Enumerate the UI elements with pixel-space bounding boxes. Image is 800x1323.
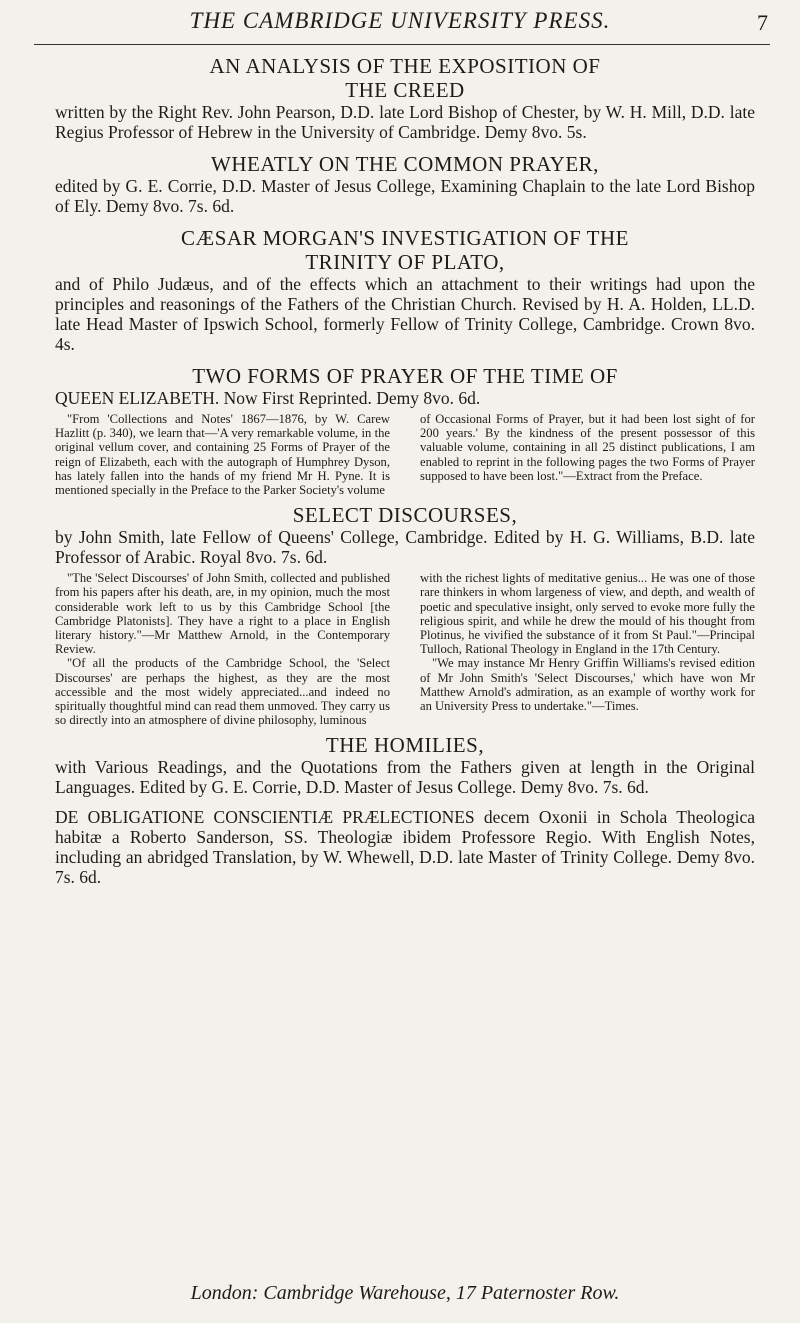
review-quote: of Occasional Forms of Prayer, but it had been lost sight of for 200 years.' By the kindness of the present possessor of this valuable volume, containing in all 25 distinct publications, I am enabled to reprint in the following pages the two Forms of Prayer supposed to have been lost."—Extract from the Preface. <box>420 412 755 483</box>
entry-heading: TRINITY OF PLATO, <box>305 250 505 274</box>
entry-caesar-morgan <box>55 226 755 354</box>
entry-heading: TWO FORMS OF PRAYER OF THE TIME OF <box>192 364 618 388</box>
entry-select-discourses <box>55 503 755 727</box>
page-number: 7 <box>757 10 768 35</box>
entry-exposition <box>55 54 755 142</box>
running-head <box>0 8 800 44</box>
entry-two-forms <box>55 364 755 497</box>
review-quote: "The 'Select Discourses' of John Smith, collected and published from his papers after his death, are, in my opinion, much the most considerable work left to us by this Cambridge School [the Cambridge Platonists]. They have a right to a place in English literary history."—Mr Matthew Arnold, in the Contemporary Review. <box>55 571 390 657</box>
entry-de-obligatione <box>55 807 755 887</box>
entry-description: written by the Right Rev. John Pearson, D.D. late Lord Bishop of Chester, by W. H. Mill, D.D. late Regius Professor of Hebrew in the University of Cambridge. Demy 8vo. 5s. <box>55 102 755 142</box>
review-quote: "Of all the products of the Cambridge School, the 'Select Discourses' are perhaps the highest, as they are the most accessible and the most widely appreciated...and indeed no spiritually thoughtful mind can read them unmoved. They carry us so directly into an atmosphere of divine philosophy, luminous <box>55 656 390 728</box>
review-quote: "We may instance Mr Henry Griffin Williams's revised edition of Mr John Smith's 'Select Discourses,' which have won Mr Matthew Arnold's admiration, as an example of worthy work for an University Press to undertake."—Times. <box>420 656 755 714</box>
entry-homilies <box>55 733 755 797</box>
publisher-imprint: London: Cambridge Warehouse, 17 Paternoster Row. <box>190 1282 620 1304</box>
entry-wheatly <box>55 152 755 216</box>
review-quote: "From 'Collections and Notes' 1867—1876, by W. Carew Hazlitt (p. 340), we learn that—'A very remarkable volume, in the original vellum cover, and containing 25 Forms of Prayer of the reign of Elizabeth, each with the autograph of Humphrey Dyson, has lately fallen into the hands of my friend Mr H. Pyne. It is mentioned specially in the Preface to the Parker Society's volume <box>55 412 390 498</box>
entry-description: by John Smith, late Fellow of Queens' College, Cambridge. Edited by H. G. Williams, B.D. late Professor of Arabic. Royal 8vo. 7s. 6d. <box>55 527 755 568</box>
review-column-right <box>420 571 755 727</box>
running-title: THE CAMBRIDGE UNIVERSITY PRESS. <box>189 8 611 33</box>
entry-description: and of Philo Judæus, and of the effects which an attachment to their writings had upon the principles and reasonings of the Fathers of the Christian Church. Revised by H. A. Holden, LL.D. late Head Master of Ipswich School, formerly Fellow of Trinity College, Cambridge. Crown 8vo. 4s. <box>55 274 755 354</box>
entry-heading: SELECT DISCOURSES, <box>292 503 518 528</box>
entry-description: with Various Readings, and the Quotations from the Fathers given at length in the Original Languages. Edited by G. E. Corrie, D.D. Master of Jesus College. Demy 8vo. 7s. 6d. <box>55 757 755 798</box>
header-rule <box>34 44 770 45</box>
review-columns <box>55 571 755 727</box>
review-quote: with the richest lights of meditative genius... He was one of those rare thinkers in whom largeness of view, and depth, and wealth of poetic and speculative insight, only served to evoke more fully the religious spirit, and while he drew the mould of his thought from Plotinus, he vivified the substance of it from St Paul."—Principal Tulloch, Rational Theology in England in the 17th Century. <box>420 571 755 657</box>
entry-heading: THE CREED <box>345 78 465 102</box>
entry-description: DE OBLIGATIONE CONSCIENTIÆ PRÆLECTIONES decem Oxonii in Schola Theologica habitæ a Roberto Sanderson, SS. Theologiæ ibidem Professore Regio. With English Notes, including an abridged Translation, by W. Whewell, D.D. late Master of Trinity College. Demy 8vo. 7s. 6d. <box>55 807 755 888</box>
entry-description: QUEEN ELIZABETH. Now First Reprinted. Demy 8vo. 6d. <box>55 388 481 408</box>
entry-heading: CÆSAR MORGAN'S INVESTIGATION OF THE <box>181 226 629 250</box>
review-columns <box>55 412 755 497</box>
review-column-left <box>55 412 390 497</box>
catalogue-content <box>55 54 755 891</box>
entry-heading: AN ANALYSIS OF THE EXPOSITION OF <box>209 54 601 78</box>
entry-heading: THE HOMILIES, <box>325 733 485 758</box>
entry-heading: WHEATLY ON THE COMMON PRAYER, <box>211 152 599 176</box>
review-column-right <box>420 412 755 497</box>
entry-description: edited by G. E. Corrie, D.D. Master of Jesus College, Examining Chaplain to the late Lord Bishop of Ely. Demy 8vo. 7s. 6d. <box>55 176 755 216</box>
review-column-left <box>55 571 390 727</box>
